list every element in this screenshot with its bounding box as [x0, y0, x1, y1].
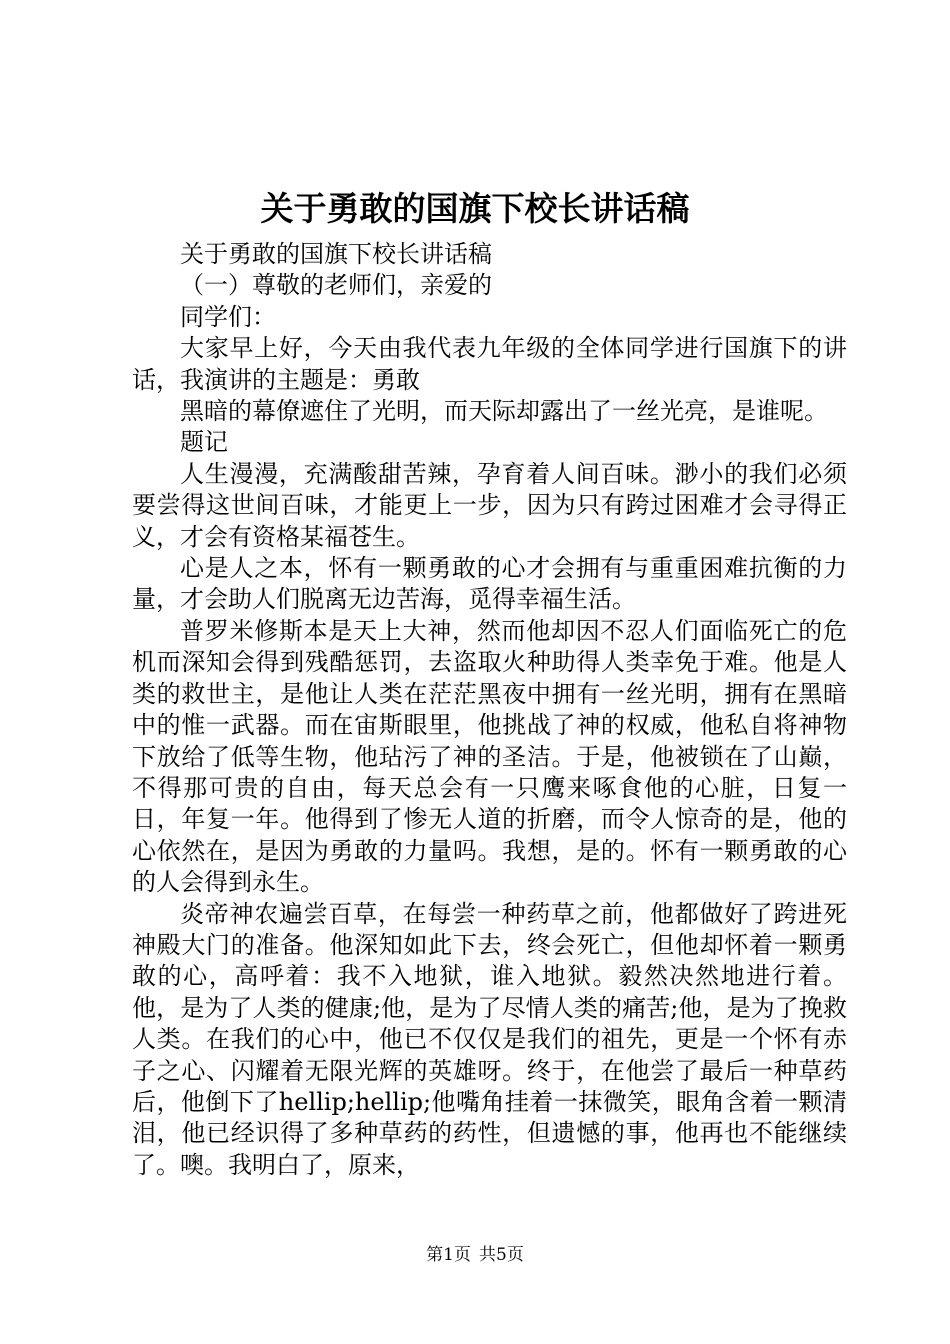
paragraph: 炎帝神农遍尝百草，在每尝一种药草之前，他都做好了跨进死神殿大门的准备。他深知如此下去，终会死亡，但他却怀着一颗勇敢的心，高呼着：我不入地狱，谁入地狱。毅然决然地进行着。他，是为了人类的健康;他，是为了尽情人类的痛苦;他，是为了挽救人类。在我们的心中，他已不仅仅是我们的祖先，更是一个怀有赤子之心、闪耀着无限光辉的英雄呀。终于，在他尝了最后一种草药后，他倒下了hellip;hellip;他嘴角挂着一抹微笑，眼角含着一颗清泪，他已经识得了多种草药的药性，但遗憾的事，他再也不能继续了。噢。我明白了，原来，	[132, 899, 847, 1179]
paragraph: 人生漫漫，充满酸甜苦辣，孕育着人间百味。渺小的我们必须要尝得这世间百味，才能更上一步，因为只有跨过困难才会寻得正义，才会有资格某福苍生。	[132, 459, 847, 551]
paragraph: 同学们：	[180, 302, 276, 331]
page-number: 第1页	[426, 1245, 471, 1265]
document-title: 关于勇敢的国旗下校长讲话稿	[260, 189, 690, 228]
paragraph: 普罗米修斯本是天上大神，然而他却因不忍人们面临死亡的危机而深知会得到残酷惩罚，去盗取火种助得人类幸免于难。他是人类的救世主，是他让人类在茫茫黑夜中拥有一丝光明，拥有在黑暗中的惟一武器。而在宙斯眼里，他挑战了神的权威，他私自将神物下放给了低等生物，他玷污了神的圣洁。于是，他被锁在了山巅，不得那可贵的自由，每天总会有一只鹰来啄食他的心脏，日复一日，年复一年。他得到了惨无人道的折磨，而令人惊奇的是，他的心依然在，是因为勇敢的力量吗。我想，是的。怀有一颗勇敢的心的人会得到永生。	[132, 616, 847, 897]
paragraph: 黑暗的幕僚遮住了光明，而天际却露出了一丝光亮，是谁呢。	[180, 397, 828, 426]
page-total: 共5页	[479, 1245, 524, 1265]
paragraph: 关于勇敢的国旗下校长讲话稿	[180, 240, 492, 268]
paragraph: 题记	[180, 428, 228, 457]
paragraph: （一）尊敬的老师们，亲爱的	[180, 271, 492, 300]
paragraph: 大家早上好，今天由我代表九年级的全体同学进行国旗下的讲话，我演讲的主题是：勇敢	[132, 334, 847, 394]
document-body	[132, 239, 847, 1181]
paragraph: 心是人之本，怀有一颗勇敢的心才会拥有与重重困难抗衡的力量，才会助人们脱离无边苦海，觅得幸福生活。	[132, 554, 847, 614]
page-footer	[0, 1244, 950, 1266]
